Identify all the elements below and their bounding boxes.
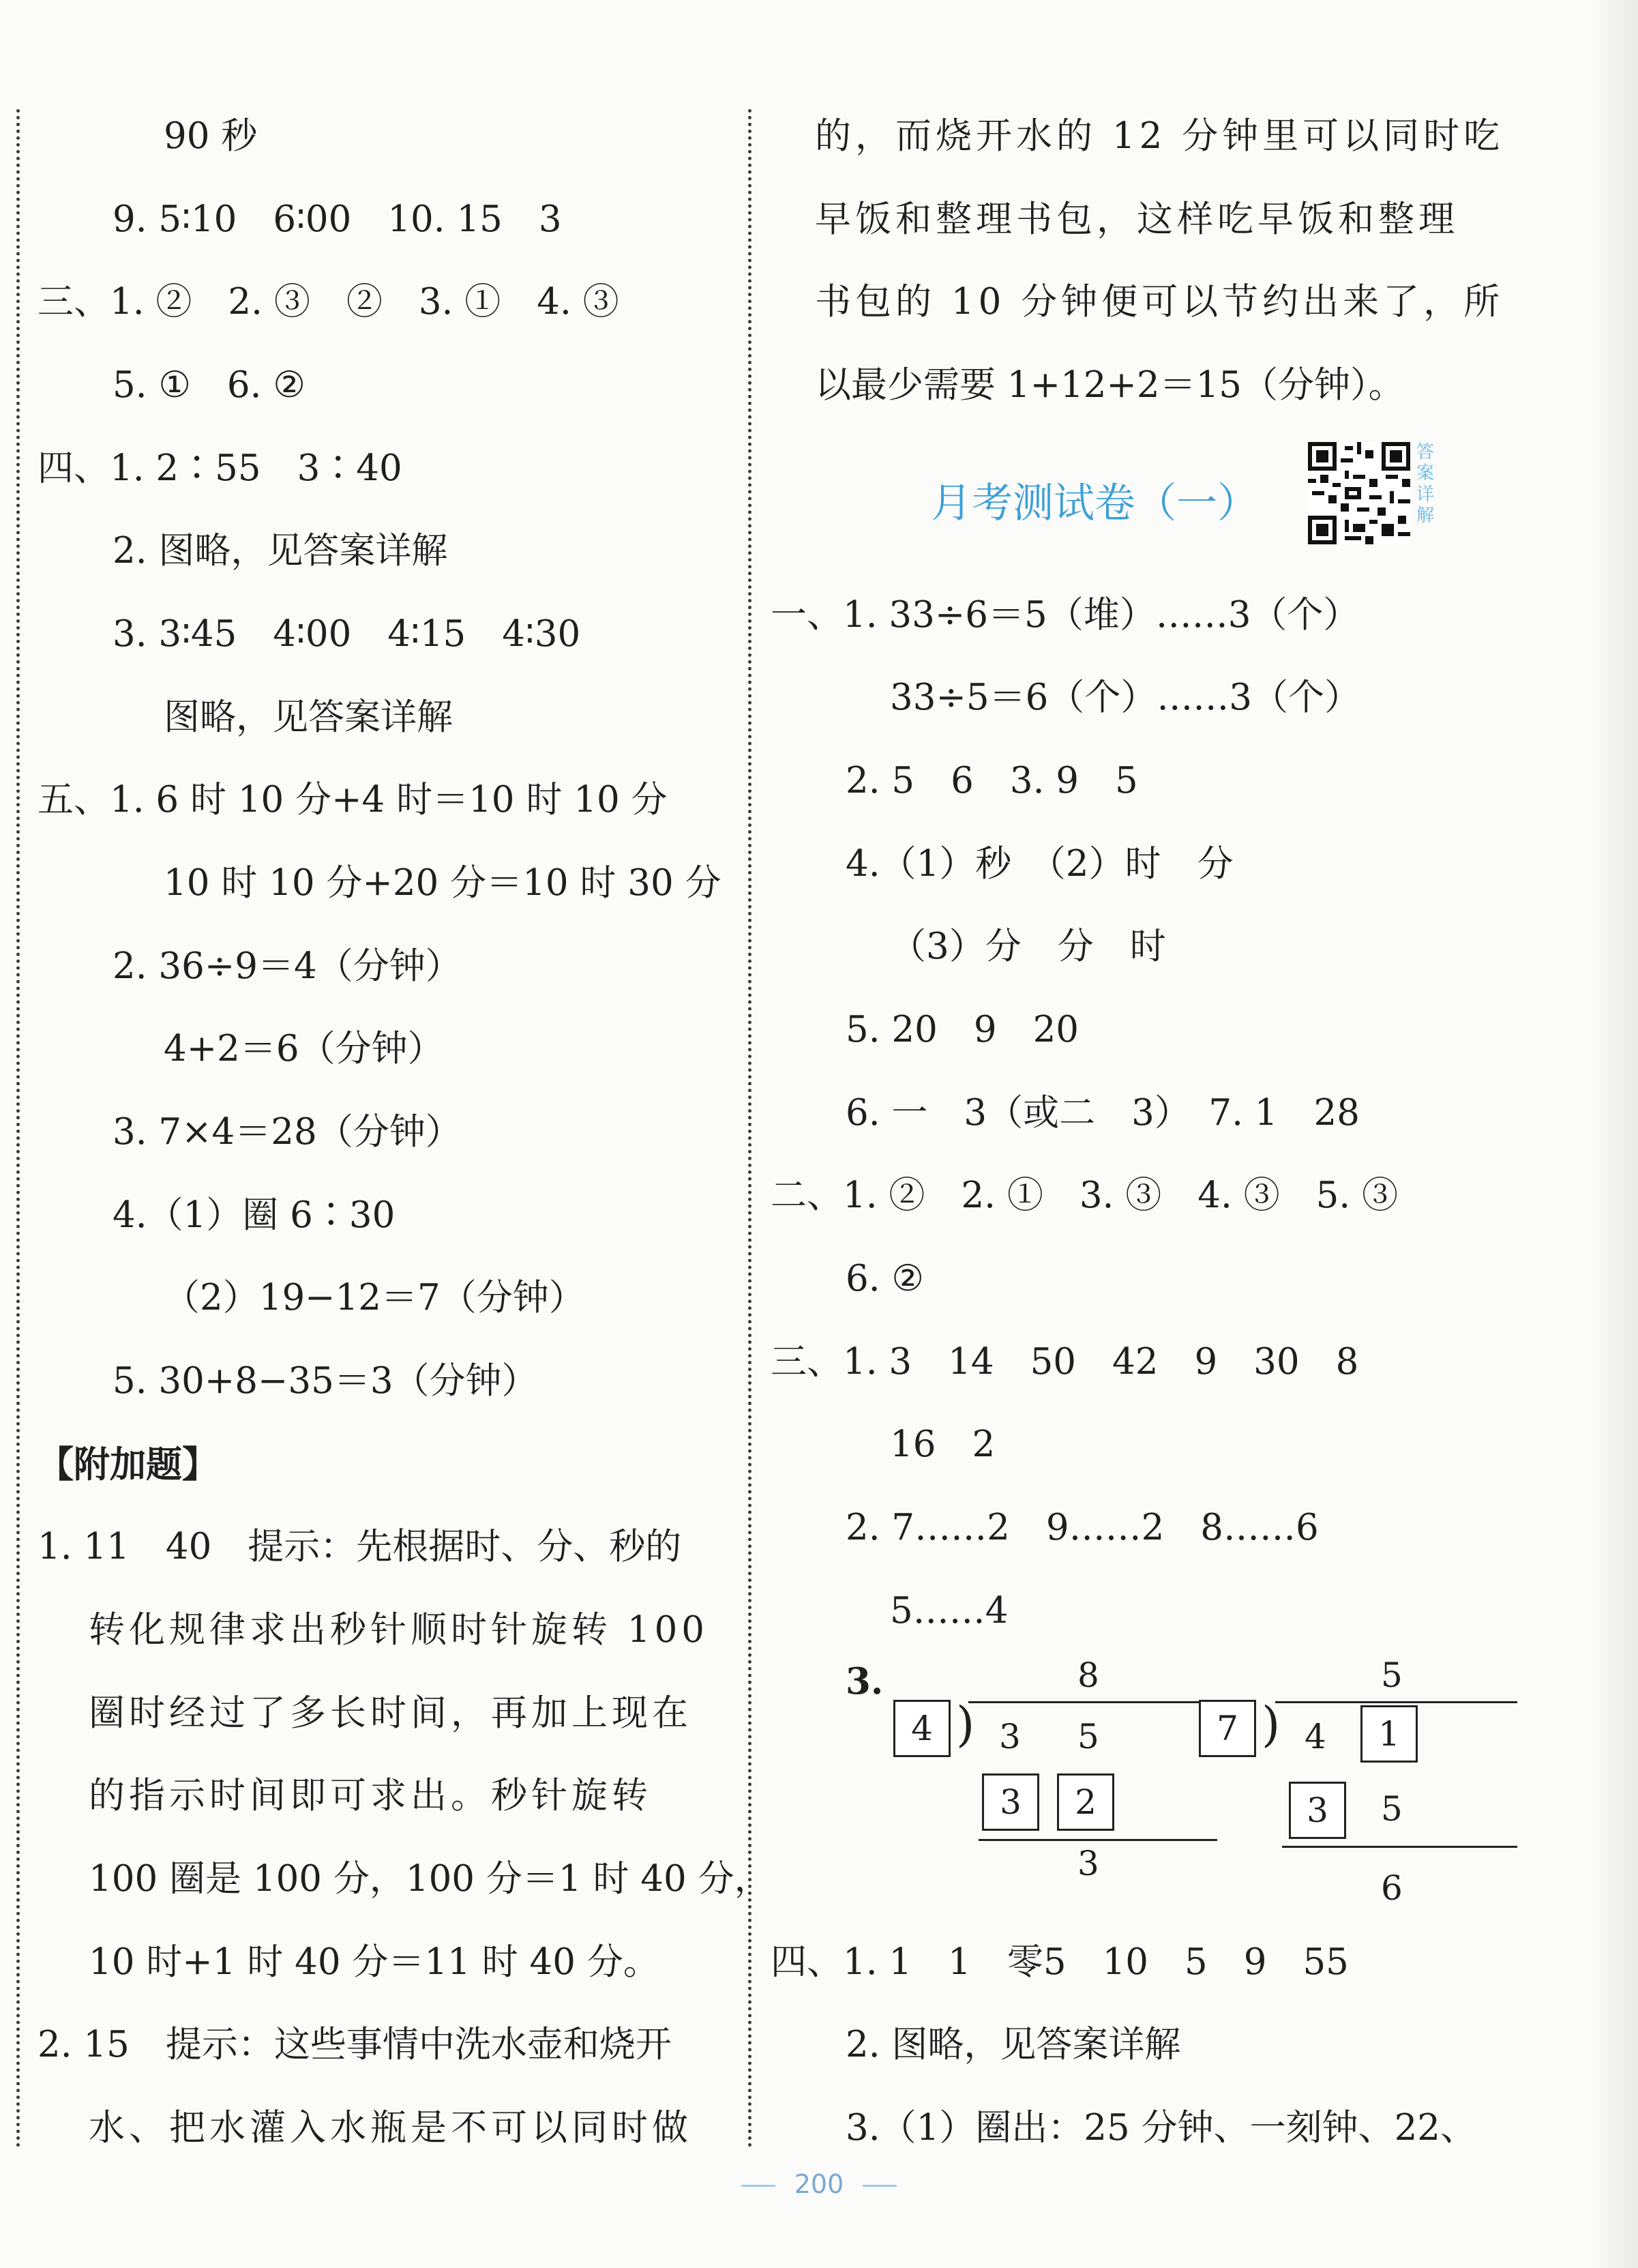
quotient: 5 [1381, 1655, 1403, 1695]
divisor-box: 4 [893, 1700, 951, 1757]
answer-line: 2. 5 6 3. 9 5 [846, 760, 1138, 801]
page-edge-shadow [1590, 0, 1638, 2268]
answer-line: 4+2＝6（分钟） [164, 1028, 444, 1070]
answer-line: 的指示时间即可求出。秒针旋转 [89, 1775, 652, 1816]
section-title: 月考测试卷（一） [931, 480, 1258, 527]
subtraction-bar [979, 1839, 1217, 1841]
answer-line: 3.（1）圈出：25 分钟、一刻钟、22、 [846, 2107, 1477, 2149]
answer-line: 9. 5∶10 6∶00 10. 15 3 [113, 198, 562, 240]
answer-line: 5. 30+8−35＝3（分钟） [113, 1360, 538, 1402]
answer-line: 圈时经过了多长时间，再加上现在 [89, 1692, 692, 1734]
division-bar [968, 1701, 1214, 1703]
page-number-rule-right [863, 2185, 897, 2187]
answer-line: 5……4 [890, 1590, 1009, 1632]
qr-label [1415, 442, 1435, 527]
answer-line: （3）分 分 时 [890, 926, 1166, 967]
answer-line: 四、1. 2∶55 3∶40 [38, 447, 402, 489]
answer-line: 图略，见答案详解 [164, 696, 453, 738]
qr-code-icon [1308, 442, 1410, 544]
dividend-ones: 5 [1077, 1717, 1099, 1756]
answer-line: 90 秒 [164, 115, 258, 157]
answer-line: 6. ② [846, 1258, 924, 1299]
qr-code[interactable] [1308, 442, 1410, 544]
page-number [0, 2169, 1638, 2199]
division-bracket: ) [1262, 1696, 1281, 1752]
answer-line: 3. 3∶45 4∶00 4∶15 4∶30 [113, 613, 581, 655]
page-number-text: 200 [794, 2169, 844, 2199]
answer-line: 一、1. 33÷6＝5（堆）……3（个） [771, 594, 1360, 636]
answer-line: 10 时 10 分+20 分＝10 时 30 分 [164, 862, 721, 904]
left-margin-rule [16, 109, 20, 2149]
answer-line: 3. [846, 1660, 884, 1703]
qr-label-char: 解 [1416, 505, 1434, 526]
remainder: 3 [1077, 1844, 1099, 1883]
answer-line: 100 圈是 100 分，100 分＝1 时 40 分， [89, 1858, 771, 1900]
dividend-tens: 4 [1305, 1717, 1326, 1756]
answer-line: 书包的 10 分钟便可以节约出来了，所 [815, 281, 1504, 323]
answer-line: 4.（1）圈 6∶30 [113, 1194, 396, 1236]
answer-line: 2. 36÷9＝4（分钟） [113, 945, 462, 987]
qr-label-char: 案 [1416, 463, 1434, 484]
answer-line: 早饭和整理书包，这样吃早饭和整理 [815, 198, 1459, 240]
answer-line: 三、1. 3 14 50 42 9 30 8 [771, 1341, 1359, 1383]
column-divider [748, 109, 751, 2149]
division-bar [1275, 1701, 1517, 1703]
dividend-tens: 3 [999, 1717, 1021, 1756]
answer-line: 16 2 [890, 1424, 996, 1465]
product-ones: 5 [1381, 1789, 1403, 1829]
answer-line: 2. 图略，见答案详解 [846, 2024, 1181, 2065]
answer-line: 五、1. 6 时 10 分+4 时＝10 时 10 分 [38, 779, 668, 821]
answer-line: 1. 11 40 提示：先根据时、分、秒的 [38, 1526, 682, 1567]
answer-line: （2）19−12＝7（分钟） [164, 1277, 585, 1319]
answer-line: 6. 一 3（或二 3） 7. 1 28 [846, 1092, 1360, 1134]
divisor-box: 7 [1199, 1700, 1256, 1757]
bonus-heading: 【附加题】 [38, 1443, 218, 1486]
answer-line: 四、1. 1 1 零5 10 5 9 55 [771, 1941, 1349, 1983]
dividend-ones-box: 1 [1360, 1705, 1418, 1763]
subtraction-bar [1282, 1846, 1517, 1848]
answer-line: 以最少需要 1+12+2＝15（分钟）。 [815, 364, 1405, 406]
answer-line: 二、1. ② 2. ① 3. ③ 4. ③ 5. ③ [771, 1175, 1399, 1216]
answer-line: 2. 15 提示：这些事情中洗水壶和烧开 [38, 2024, 672, 2065]
answer-line: 2. 图略，见答案详解 [113, 530, 448, 572]
qr-label-char: 答 [1416, 442, 1434, 462]
answer-line: 33÷5＝6（个）……3（个） [890, 677, 1361, 718]
answer-line: 转化规律求出秒针顺时针旋转 100 [89, 1609, 709, 1651]
qr-label-char: 详 [1416, 484, 1434, 505]
product-tens-box: 3 [1289, 1782, 1346, 1839]
answer-line: 三、1. ② 2. ③ ② 3. ① 4. ③ [38, 281, 619, 323]
page-number-rule-left [741, 2185, 775, 2187]
answer-line: 3. 7×4＝28（分钟） [113, 1111, 462, 1153]
answer-line: 水、把水灌入水瓶是不可以同时做 [89, 2107, 692, 2149]
answer-line: 的，而烧开水的 12 分钟里可以同时吃 [815, 115, 1504, 157]
remainder: 6 [1381, 1868, 1403, 1908]
answer-line: 2. 7……2 9……2 8……6 [846, 1507, 1319, 1548]
quotient: 8 [1077, 1655, 1099, 1695]
answer-line: 4.（1）秒 （2）时 分 [846, 843, 1234, 885]
division-bracket: ) [956, 1696, 975, 1752]
product-ones-box: 2 [1057, 1773, 1114, 1831]
answer-line: 10 时+1 时 40 分＝11 时 40 分。 [89, 1941, 659, 1983]
answer-line: 5. 20 9 20 [846, 1009, 1079, 1050]
answer-line: 5. ① 6. ② [113, 364, 306, 406]
product-tens-box: 3 [982, 1773, 1039, 1831]
